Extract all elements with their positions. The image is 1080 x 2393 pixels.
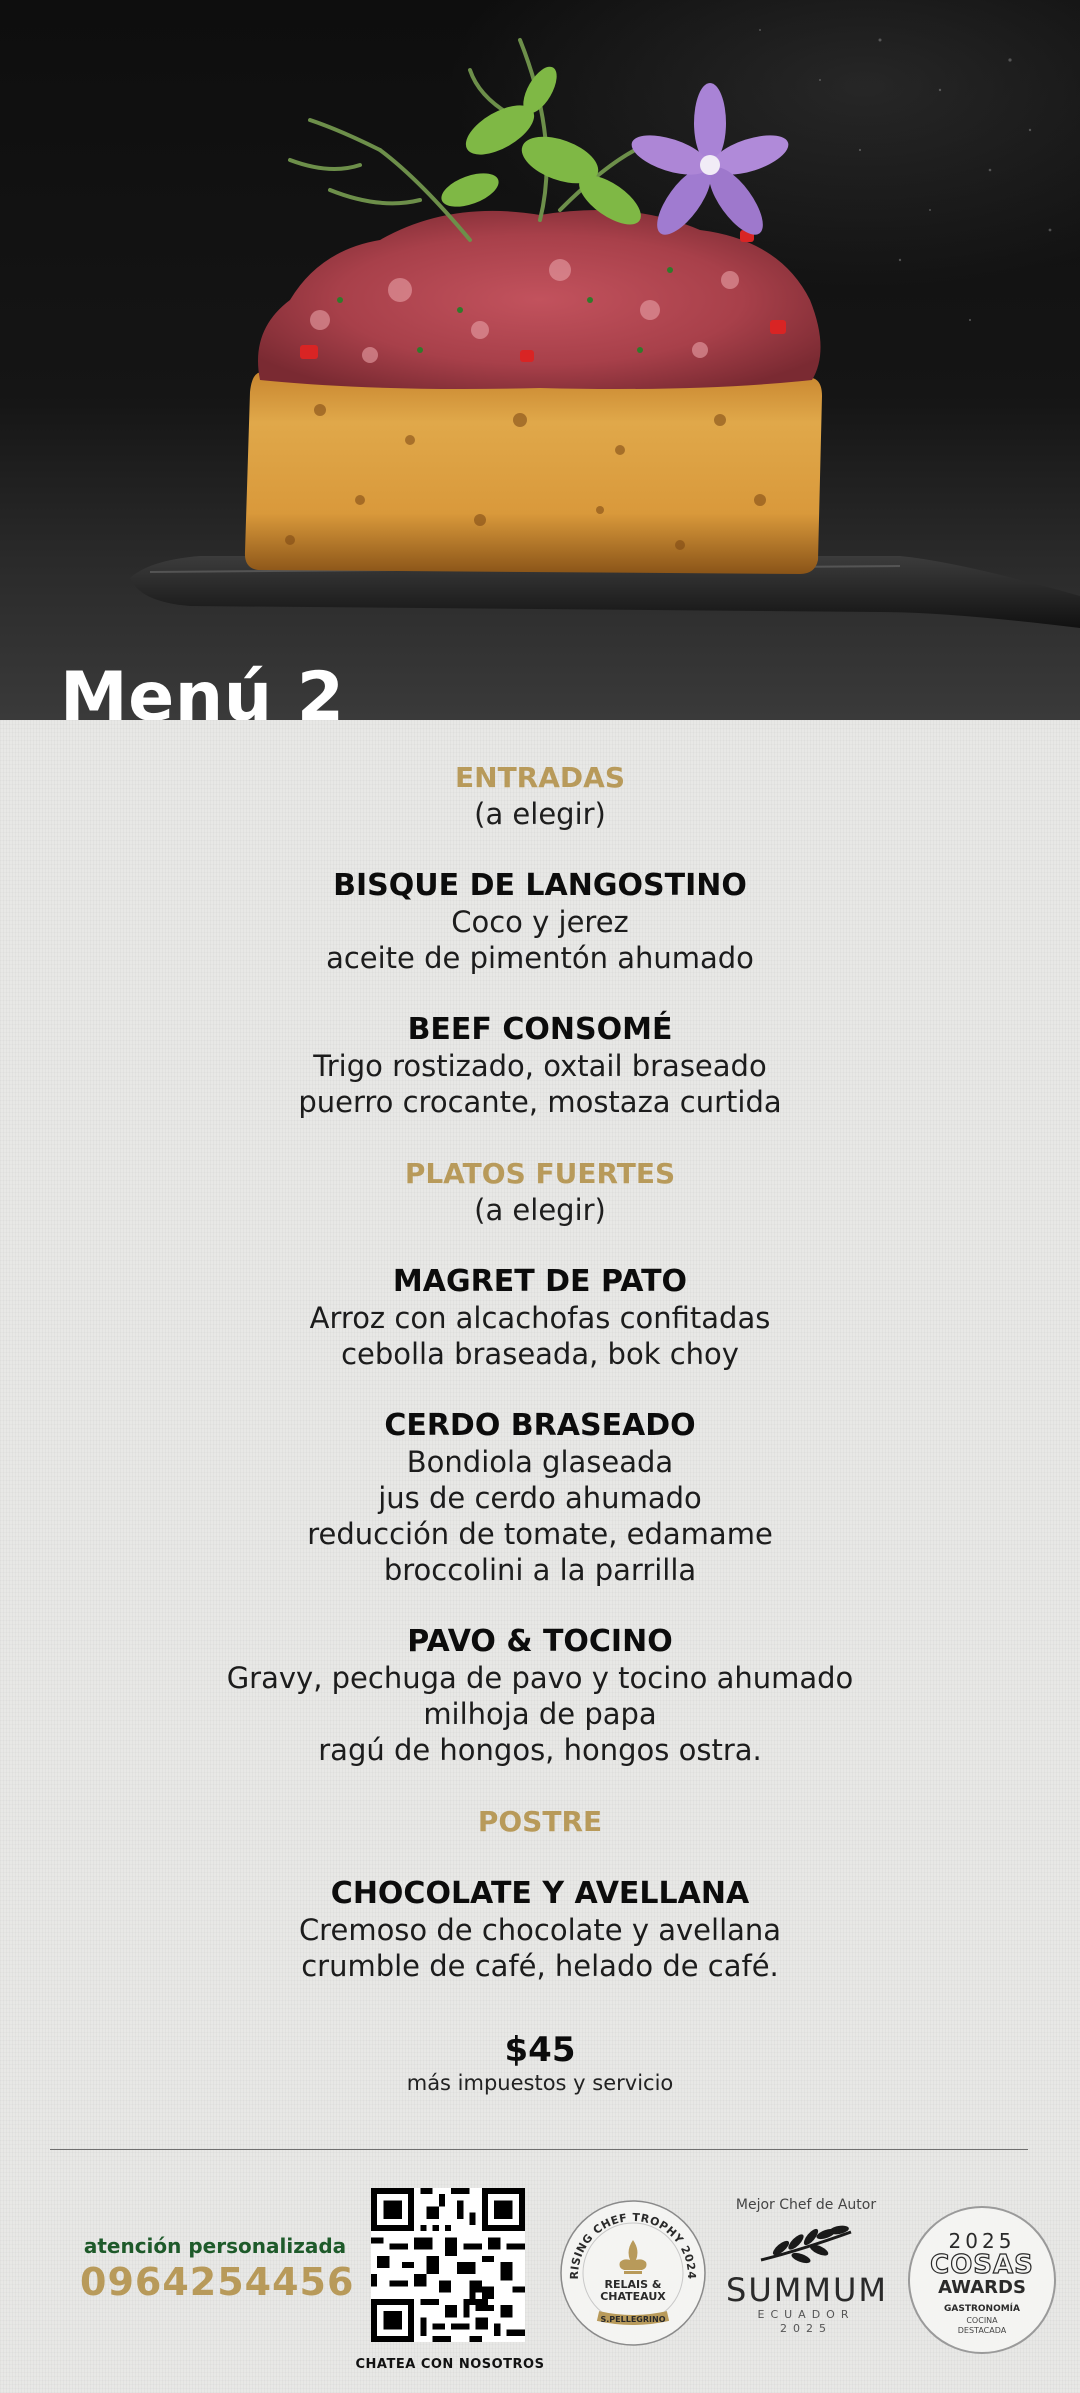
dish-description-line: Bondiola glaseada [406, 1445, 674, 1479]
dish-name: PAVO & TOCINO [407, 1624, 673, 1659]
dish-magret [0, 1264, 1080, 1372]
section-note-entradas: (a elegir) [474, 797, 606, 831]
dish-description-line: jus de cerdo ahumado [378, 1481, 702, 1515]
dish-description-line: ragú de hongos, hongos ostra. [318, 1733, 762, 1767]
dish-description-line: Coco y jerez [451, 905, 629, 939]
relais-chateaux-badge [558, 2198, 708, 2348]
dish-name: BISQUE DE LANGOSTINO [333, 868, 747, 903]
relais-name-line1: RELAIS & [604, 2278, 662, 2291]
dish-description-line: Trigo rostizado, oxtail braseado [313, 1049, 767, 1083]
relais-name-line2: CHATEAUX [600, 2290, 666, 2303]
footer-divider [50, 2149, 1028, 2150]
cosas-sub2: DESTACADA [957, 2326, 1007, 2335]
cosas-category: GASTRONOMÍA [943, 2304, 1020, 2314]
summum-country: ECUADOR [757, 2308, 855, 2321]
summum-year: 2025 [780, 2322, 832, 2335]
section-heading-platos-fuertes: PLATOS FUERTES [404, 1157, 676, 1190]
hero-photo [0, 0, 1080, 720]
menu-title: Menú 2 [60, 658, 345, 720]
dish-description-line: puerro crocante, mostaza curtida [298, 1085, 782, 1119]
summum-name: SUMMUM [726, 2271, 888, 2309]
dish-name: MAGRET DE PATO [392, 1264, 688, 1299]
dish-pavo [0, 1624, 1080, 1768]
dish-description-line: milhoja de papa [423, 1697, 657, 1731]
dish-name: CHOCOLATE Y AVELLANA [330, 1876, 750, 1911]
relais-arc-text: RISING CHEF TROPHY 2024 [567, 2210, 699, 2280]
dish-description-line: Arroz con alcachofas confitadas [309, 1301, 771, 1335]
dish-description-line: cebolla braseada, bok choy [341, 1337, 739, 1371]
whatsapp-qr-code[interactable] [371, 2188, 525, 2342]
dish-chocolate [0, 1876, 1080, 1984]
menu-content [0, 760, 1080, 2096]
dish-description-line: broccolini a la parrilla [383, 1553, 697, 1587]
dish-illustration [0, 0, 1080, 720]
contact-label: atención personalizada [83, 2234, 347, 2258]
cosas-awards: AWARDS [938, 2277, 1026, 2298]
dish-cerdo [0, 1408, 1080, 1588]
cosas-year: 2025 [948, 2229, 1016, 2253]
dish-description-line: crumble de café, helado de café. [301, 1949, 779, 1983]
laurel-icon [751, 2220, 861, 2270]
dish-description-line: reducción de tomate, edamame [307, 1517, 773, 1551]
phone-number[interactable]: 0964254456 [80, 2260, 355, 2304]
contact-block [80, 2233, 355, 2305]
section-heading-postre: POSTRE [477, 1805, 603, 1838]
section-note-platos-fuertes: (a elegir) [474, 1193, 606, 1227]
dish-description-line: aceite de pimentón ahumado [326, 941, 754, 975]
price-note: más impuestos y servicio [406, 2071, 674, 2095]
cosas-awards-badge [908, 2206, 1056, 2354]
dish-name: BEEF CONSOMÉ [407, 1012, 673, 1047]
dish-description-line: Gravy, pechuga de pavo y tocino ahumado [226, 1661, 854, 1695]
dish-description-line: Cremoso de chocolate y avellana [298, 1913, 782, 1947]
relais-sponsor: S.PELLEGRINO [600, 2315, 666, 2324]
dish-beef-consome [0, 1012, 1080, 1120]
summum-badge [726, 2196, 886, 2336]
cosas-brand: COSAS [930, 2250, 1034, 2280]
cosas-sub1: COCINA [966, 2316, 998, 2325]
summum-caption: Mejor Chef de Autor [735, 2197, 877, 2213]
qr-caption: CHATEA CON NOSOTROS [355, 2357, 545, 2372]
menu-price: $45 [504, 2030, 576, 2070]
dish-name: CERDO BRASEADO [384, 1408, 696, 1443]
dish-bisque [0, 868, 1080, 976]
section-heading-entradas: ENTRADAS [455, 761, 625, 794]
